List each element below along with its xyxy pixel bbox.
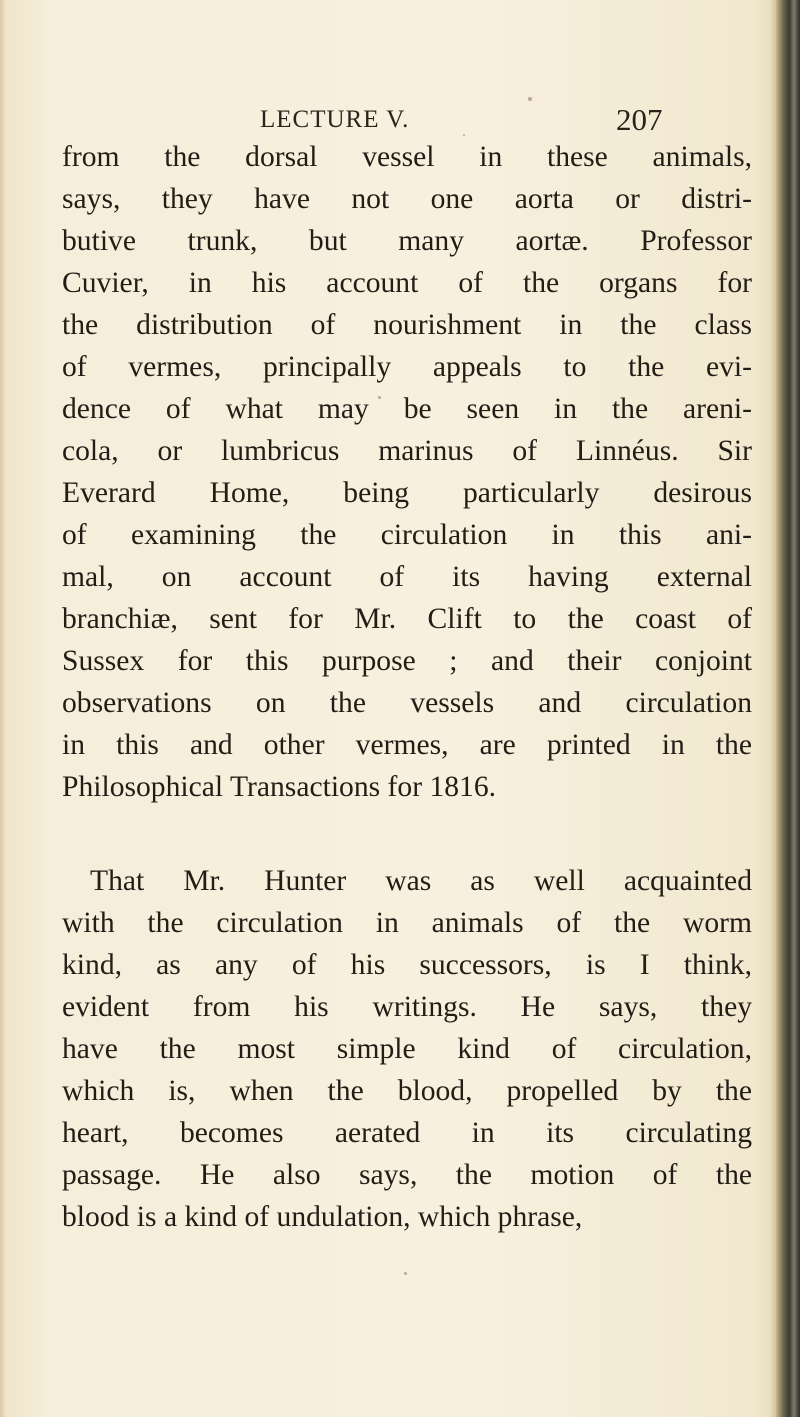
text-line: of examining the circulation in this ani- (62, 519, 752, 551)
text-line: mal, on account of its having external (62, 561, 752, 593)
text-line: branchiæ, sent for Mr. Clift to the coast of (62, 603, 752, 635)
page-left-edge (0, 0, 6, 1417)
paragraph (62, 860, 752, 1238)
text-line: of vermes, principally appeals to the evi- (62, 351, 752, 383)
text-line: Everard Home, being particularly desirous (62, 477, 752, 509)
text-line: evident from his writings. He says, they (62, 991, 752, 1023)
text-line: blood is a kind of undulation, which phrase, (62, 1201, 583, 1233)
paper-speck (404, 1272, 407, 1275)
page-number: 207 (616, 102, 663, 137)
text-line: dence of what may be seen in the areni- (62, 393, 752, 425)
text-line: Sussex for this purpose ; and their conjoint (62, 645, 752, 677)
text-line: observations on the vessels and circulation (62, 687, 752, 719)
text-line: butive trunk, but many aortæ. Professor (62, 225, 752, 257)
text-line: That Mr. Hunter was as well acquainted (90, 865, 752, 897)
text-line: which is, when the blood, propelled by the (62, 1075, 752, 1107)
text-line: with the circulation in animals of the worm (62, 907, 752, 939)
text-line: kind, as any of his successors, is I think, (62, 949, 752, 981)
book-spine-edge (776, 0, 800, 1417)
running-head: LECTURE V. (260, 106, 410, 133)
text-line: Philosophical Transactions for 1816. (62, 771, 497, 803)
page-header (60, 98, 750, 138)
text-line: passage. He also says, the motion of the (62, 1159, 752, 1191)
text-line: Cuvier, in his account of the organs for (62, 267, 752, 299)
text-line: have the most simple kind of circulation, (62, 1033, 752, 1065)
paragraph-gap (62, 808, 752, 860)
text-line: heart, becomes aerated in its circulating (62, 1117, 752, 1149)
body-text (62, 136, 752, 1238)
text-line: cola, or lumbricus marinus of Linnéus. Sir (62, 435, 752, 467)
text-line: says, they have not one aorta or distri- (62, 183, 752, 215)
text-line: the distribution of nourishment in the class (62, 309, 752, 341)
paragraph (62, 136, 752, 808)
text-line: in this and other vermes, are printed in the (62, 729, 752, 761)
text-line: from the dorsal vessel in these animals, (62, 141, 752, 173)
